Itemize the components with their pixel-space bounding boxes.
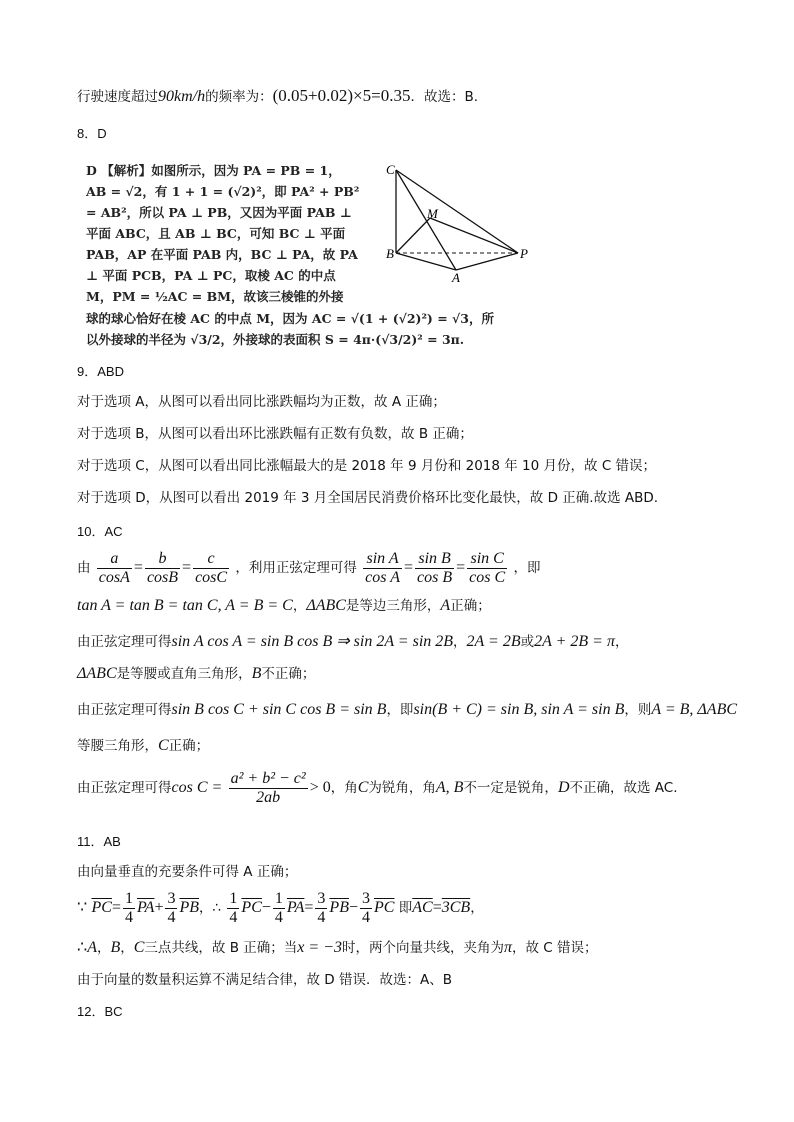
math: D [557,779,570,796]
fraction [165,890,177,927]
vertex-label-A: A [452,270,460,285]
answer-9-label: 9．ABD [77,364,124,379]
fraction [273,890,285,927]
vector: $\overline{PB}$ [329,899,349,916]
fraction [315,890,327,927]
math: π [503,939,512,956]
fraction [227,890,239,927]
text: 为锐角，角 [368,780,436,796]
fraction [97,550,132,587]
answer-11-line-3 [77,938,754,958]
tetrahedron-diagram [386,158,536,288]
scan-line-2: AB = √2，有 1 + 1 = (√2)²，即 PA² + PB² [86,184,360,199]
numerator: sin A [363,550,402,569]
scan-line-9: 以外接球的半径为 √3/2，外接球的表面积 S = 4π·(√3/2)² = 3π. [86,332,465,347]
vector: $\overline{PA}$ [286,899,305,916]
vector: $\overline{PB}$ [179,899,200,916]
scan-line-1: D 【解析】如图所示，因为 PA = PB = 1， [86,163,341,178]
text: 是等腰或直角三角形， [116,666,252,682]
solution-8-scan [86,158,536,348]
text: ，角 [330,780,358,796]
text: 正确； [168,738,210,754]
text: ， [292,598,307,614]
denominator: cosB [146,568,179,586]
answer-11-line-2: ∵ $\overline{PC}=$ $\frac{1}{4}$ $\overline{PA}+$ $\frac{3}{4}$ $\overline{PB}$，∴ $\frac{1}{4}$ $\overline{PC}-$ $\frac{1}{4}$ $\overline{PA}=$ $\frac{3}{4}$ $\overline{PB}-$ $\frac{3}{4}$ $\overline{PC}$ 即$\overline{AC}=3CB$， [77,889,484,926]
text: 由正弦定理可得 [77,634,172,650]
fraction [123,890,135,927]
fraction [415,550,454,587]
math: x = −3 [297,939,342,956]
denominator: cos C [469,568,506,586]
math-speed: 90km/h [158,88,206,105]
text: 的频率为： [205,89,273,105]
math: sin A cos A = sin B cos B ⇒ sin 2A = sin 2B [171,633,454,650]
math: B [251,665,262,682]
text: ．故选：B. [410,89,479,105]
answer-8-label: 8．D [77,126,107,141]
math: 2A + 2B = π [534,633,615,650]
text: 不一定是锐角， [463,780,558,796]
numerator: c [193,550,229,569]
numerator: 3 [317,889,326,907]
denominator: 2ab [256,788,281,806]
answer-7-tail [77,86,754,107]
numerator: 1 [229,889,238,907]
numerator: sin C [467,550,507,569]
math: A [440,597,451,614]
answer-12-label: 12．BC [77,1004,123,1019]
fraction [229,770,308,807]
math: sin B cos C + sin C cos B = sin B [171,701,387,718]
answer-11-line-1: 由向量垂直的充要条件可得 A 正确； [77,864,298,880]
text: ， [614,634,629,650]
text: 时，两个向量共线，夹角为 [341,940,504,956]
scan-line-3: = AB²，所以 PA ⊥ PB，又因为平面 PAB ⊥ [86,205,352,220]
denominator: cos B [417,568,453,586]
math: cos C = [171,779,223,796]
math: A [87,939,97,956]
denominator: cosA [98,568,130,586]
answer-10-line-1: 由 $\frac{a}{\cos A}$ = $\frac{b}{\cos B}$ = $\frac{c}{\cos C}$ ，利用正弦定理可得 $\frac{\text{sin A}}{\text{cos A}}$ = $\frac{\text{sin B}}{\text{cos B}}$ = $\frac{\text{sin C}}{\text{cos C}}$ ，即 [77,549,541,586]
vertex-label-B: B [386,246,394,261]
answer-10-line-5 [77,700,754,720]
text: ， [96,940,111,956]
math: sin(B + C) = sin B, sin A = sin B [413,701,625,718]
text: 不正确，故选 AC. [569,780,678,796]
answer-11-line-4: 由于向量的数量积运算不满足结合律，故 D 错误．故选：A、B [77,972,452,988]
math: > 0 [309,779,331,796]
text: ，故 C 错误； [511,940,598,956]
numerator: 3 [167,889,176,907]
math-therefore: ∴ [77,939,88,956]
denominator: 4 [167,908,176,926]
denominator: 4 [362,908,370,926]
denominator: 4 [317,908,326,926]
fraction [145,550,180,587]
answer-11-label: 11．AB [77,834,121,849]
text: 行驶速度超过 [77,89,158,105]
scan-line-7: M，PM = ½AC = BM，故该三棱锥的外接 [86,289,344,304]
text: 或 [520,634,535,650]
text: ，利用正弦定理可得 [235,560,357,576]
answer-10-line-4 [77,664,754,684]
vector: $\overline{PC}$ [374,899,395,916]
text: 由正弦定理可得 [77,780,172,796]
vertex-label-M: M [427,206,438,221]
scan-line-5: PAB，AP 在平面 PAB 内，BC ⊥ PA，故 PA [86,247,358,262]
answer-10-line-3 [77,632,754,652]
text: 等腰三角形， [77,738,158,754]
scan-line-8: 球的球心恰好在棱 AC 的中点 M，因为 AC = √(1 + (√2)²) = √3，所 [86,311,494,326]
answer-9-line-1: 对于选项 A，从图可以看出同比涨跌幅均为正数，故 A 正确； [77,394,446,410]
text: 即 [398,900,413,916]
numerator: a² + b² − c² [230,769,306,787]
text: ，即 [386,702,414,718]
math: ΔABC [77,665,117,682]
fraction [363,550,402,587]
math: ΔABC [306,597,346,614]
text: 由正弦定理可得 [77,702,172,718]
numerator: sin B [415,550,454,569]
math-because: ∵ [77,899,88,916]
denominator: 4 [124,908,133,926]
vector: $\overline{PA}$ [136,899,155,916]
answer-9-line-4: 对于选项 D，从图可以看出 2019 年 3 月全国居民消费价格环比变化最快，故 D 正确.故选 ABD. [77,490,659,506]
text: ，即 [513,560,541,576]
numerator: 1 [274,889,283,907]
math: B [110,939,121,956]
fraction [467,550,507,587]
scan-line-4: 平面 ABC，且 AB ⊥ BC，可知 BC ⊥ 平面 [86,226,346,241]
math: A, B [435,779,464,796]
text: ， [453,634,467,650]
vector: $\overline{PC}$ [241,899,262,916]
text: ，则 [624,702,652,718]
denominator: cos A [365,568,400,586]
vector: $\overline{AC}$ [412,899,433,916]
vector: $\overline{PC}$ [91,899,112,916]
answer-9-line-3: 对于选项 C，从图可以看出同比涨幅最大的是 2018 年 9 月份和 2018 年 10 月份，故 C 错误； [77,458,657,474]
math: C [133,939,145,956]
numerator: a [97,550,132,569]
denominator: cosC [195,568,228,586]
answer-10-line-7 [77,766,754,810]
scan-line-6: ⊥ 平面 PCB，PA ⊥ PC，取棱 AC 的中点 [86,268,336,283]
text: 是等边三角形， [345,598,441,614]
math: C [158,737,169,754]
numerator: b [145,550,180,569]
numerator: 3 [362,889,370,907]
text: 正确； [450,598,491,614]
answer-9-line-2: 对于选项 B，从图可以看出环比涨跌幅有正数有负数，故 B 正确； [77,426,473,442]
math-expression: (0.05+0.02)×5=0.35 [272,86,411,105]
text: 由 [77,560,91,576]
math: A = B, ΔABC [651,701,738,718]
text: ，∴ [199,900,222,916]
text: ， [470,900,484,916]
fraction [193,550,229,587]
fraction [360,890,372,927]
answer-10-label: 10．AC [77,524,123,539]
text: 三点共线，故 B 正确；当 [144,940,298,956]
vertex-label-P: P [520,246,528,261]
answer-10-line-6 [77,736,754,756]
denominator: 4 [274,908,283,926]
vertex-label-C: C [386,162,395,177]
text: 不正确； [261,666,316,682]
text: ， [120,940,134,956]
answer-10-line-2 [77,596,754,616]
math: tan A = tan B = tan C, A = B = C [77,597,293,614]
vector: 3CB [441,899,471,916]
denominator: 4 [229,908,238,926]
math: 2A = 2B [466,633,521,650]
numerator: 1 [124,889,133,907]
math: C [357,779,369,796]
